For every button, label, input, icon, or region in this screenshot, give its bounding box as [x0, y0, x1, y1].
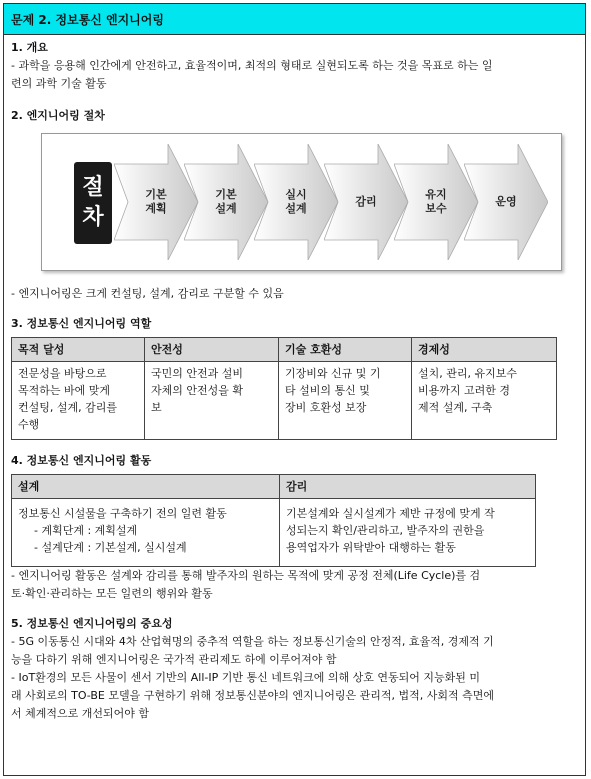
- cell-line: - 설계단계 : 기본설계, 실시설계: [34, 541, 187, 554]
- section-5-line: 래 사회로의 TO-BE 모델을 구현하기 위해 정보통신분야의 엔지니어링은 관리적, 법적, 사회적 측면에: [11, 689, 494, 702]
- cell-line: 비용까지 고려한 경: [418, 384, 511, 397]
- section-5-heading: 5. 정보통신 엔지니어링의 중요성: [11, 617, 173, 630]
- procedure-step-text: 실시: [285, 188, 307, 201]
- table-header-row: [12, 475, 536, 499]
- activities-table: [11, 474, 536, 567]
- cell-line: 장비 호환성 보장: [285, 401, 367, 414]
- procedure-step-text: 설계: [285, 202, 307, 215]
- cell-line: 용역업자가 위탁받아 대행하는 활동: [286, 541, 456, 554]
- page-title: 문제 2. 정보통신 엔지니어링: [4, 4, 585, 35]
- table-header-cell: 설계: [12, 475, 280, 499]
- cell-line: 제적 설계, 구축: [418, 401, 493, 414]
- procedure-diagram: [41, 133, 562, 271]
- roles-table: [11, 337, 557, 440]
- table-cell: [145, 362, 279, 440]
- cell-line: 자체의 안전성을 확: [151, 384, 244, 397]
- procedure-badge-char: 절: [82, 175, 104, 200]
- table-header-cell: 목적 달성: [12, 338, 145, 362]
- table-header-cell: 기술 호환성: [279, 338, 412, 362]
- table-header-row: [12, 338, 557, 362]
- cell-line: 기본설계와 실시설계가 제반 규정에 맞게 작: [286, 507, 495, 520]
- table-header-cell: 경제성: [412, 338, 557, 362]
- procedure-step-text: 설계: [215, 202, 237, 215]
- procedure-step-label: [474, 144, 538, 260]
- procedure-badge-char: 차: [82, 205, 104, 230]
- procedure-step-label: [264, 144, 328, 260]
- cell-line: 보: [151, 401, 162, 414]
- table-cell: [279, 362, 412, 440]
- table-header-cell: 안전성: [145, 338, 279, 362]
- procedure-step-label: [334, 144, 398, 260]
- table-cell: [12, 499, 280, 567]
- procedure-step-label: [124, 144, 188, 260]
- section-4-note: - 엔지니어링 활동은 설계와 감리를 통해 발주자의 원하는 목적에 맞게 공정 전체(Life Cycle)를 검: [11, 569, 481, 582]
- section-4-note: 토·확인·관리하는 모든 일련의 행위와 활동: [11, 587, 213, 600]
- procedure-step-label: [194, 144, 258, 260]
- cell-line: 기장비와 신규 및 기: [285, 367, 381, 380]
- table-cell: [12, 362, 145, 440]
- procedure-badge: [74, 162, 112, 244]
- cell-line: 목적하는 바에 맞게: [18, 384, 111, 397]
- section-2-note: - 엔지니어링은 크게 컨설팅, 설계, 감리로 구분할 수 있음: [11, 287, 284, 300]
- table-cell: [412, 362, 557, 440]
- cell-line: 정보통신 시설물을 구축하기 전의 일련 활동: [18, 507, 227, 520]
- cell-line: 국민의 안전과 설비: [151, 367, 244, 380]
- procedure-step-label: [404, 144, 468, 260]
- section-1-body-line: 련의 과학 기술 활동: [11, 77, 107, 90]
- procedure-step-text: 기본: [145, 188, 167, 201]
- section-3-heading: 3. 정보통신 엔지니어링 역할: [11, 317, 152, 330]
- procedure-step-text: 운영: [495, 195, 517, 208]
- procedure-step-text: 기본: [215, 188, 237, 201]
- cell-line: 설치, 관리, 유지보수: [418, 367, 517, 380]
- section-5-line: - 5G 이동통신 시대와 4차 산업혁명의 중추적 역할을 하는 정보통신기술의 안정적, 효율적, 경제적 기: [11, 635, 494, 648]
- procedure-step-text: 보수: [425, 202, 447, 215]
- procedure-step-text: 유지: [425, 188, 447, 201]
- cell-line: 전문성을 바탕으로: [18, 367, 107, 380]
- section-5-line: - IoT환경의 모든 사물이 센서 기반의 All-IP 기반 통신 네트워크에 의해 상호 연동되어 지능화된 미: [11, 671, 481, 684]
- procedure-step: [464, 144, 548, 260]
- section-5-line: 서 체계적으로 개선되어야 함: [11, 707, 150, 720]
- cell-line: 타 설비의 통신 및: [285, 384, 370, 397]
- table-cell: [280, 499, 536, 567]
- procedure-step-text: 계획: [145, 202, 167, 215]
- section-1-body-line: - 과학을 응용해 인간에게 안전하고, 효율적이며, 최적의 형태로 실현되도록 하는 것을 목표로 하는 일: [11, 59, 493, 72]
- cell-line: 컨설팅, 설계, 감리를: [18, 401, 117, 414]
- procedure-step-text: 감리: [355, 195, 377, 208]
- section-4-heading: 4. 정보통신 엔지니어링 활동: [11, 454, 152, 467]
- table-row: [12, 362, 557, 440]
- document-frame: [3, 3, 586, 776]
- section-2-heading: 2. 엔지니어링 절차: [11, 109, 105, 122]
- table-row: [12, 499, 536, 567]
- cell-line: 수행: [18, 418, 40, 431]
- table-header-cell: 감리: [280, 475, 536, 499]
- section-1-heading: 1. 개요: [11, 41, 48, 54]
- section-5-line: 능을 다하기 위해 엔지니어링은 국가적 관리제도 하에 이루어져야 함: [11, 653, 337, 666]
- cell-line: - 계획단계 : 계획설계: [34, 524, 138, 537]
- cell-line: 성되는지 확인/관리하고, 발주자의 권한을: [286, 524, 485, 537]
